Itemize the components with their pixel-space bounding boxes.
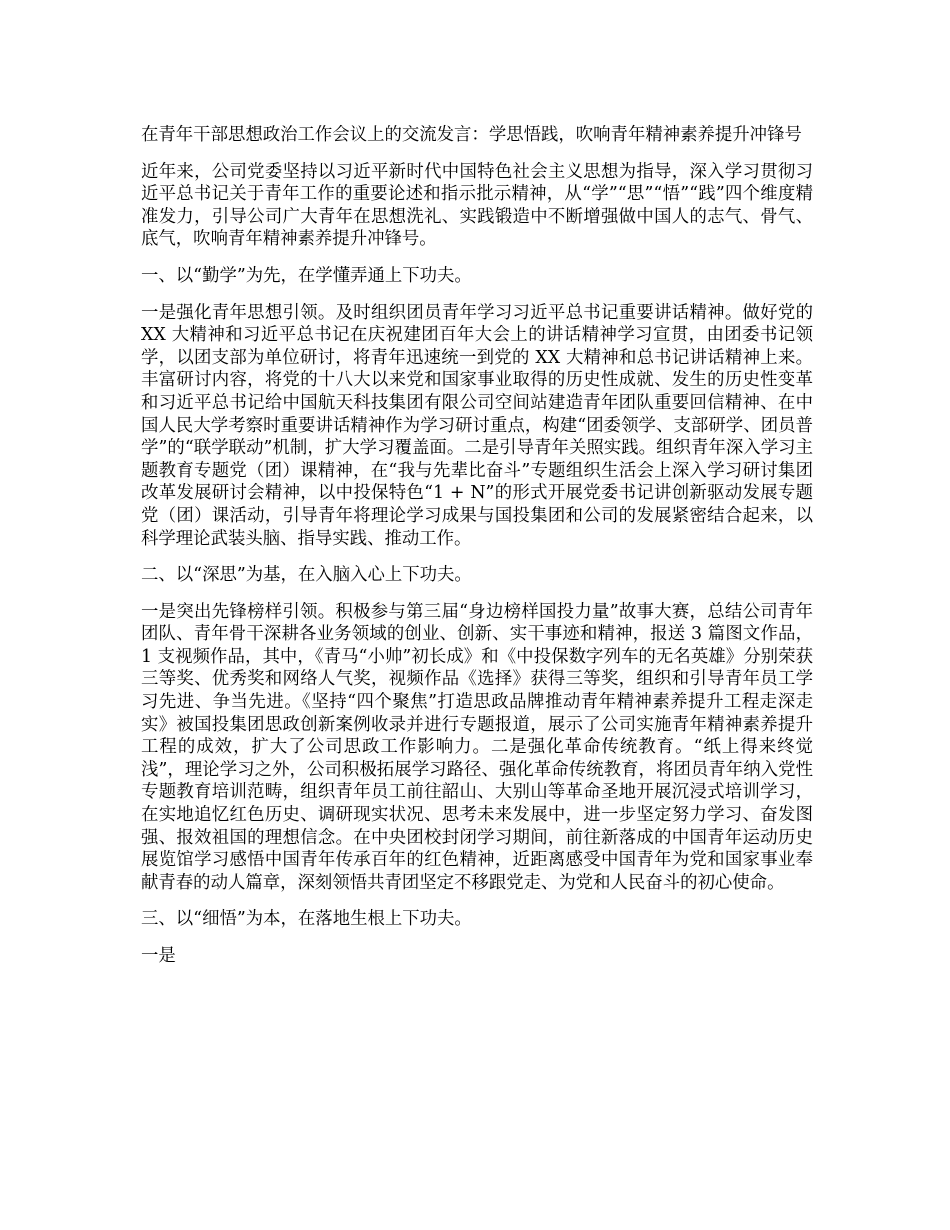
intro-paragraph: 近年来，公司党委坚持以习近平新时代中国特色社会主义思想为指导，深入学习贯彻习近平总书记关于青年工作的重要论述和指示批示精神，从“学”“思”“悟”“践”四个维度精准发力，引导公司广大青年在思想洗礼、实践锻造中不断增强做中国人的志气、骨气、底气，吹响青年精神素养提升冲锋号。 xyxy=(141,161,813,250)
section-heading-3: 三、以“细悟”为本，在落地生根上下功夫。 xyxy=(141,909,472,930)
section-heading-1: 一、以“勤学”为先，在学懂弄通上下功夫。 xyxy=(141,265,472,286)
section-heading-2: 二、以“深思”为基，在入脑入心上下功夫。 xyxy=(141,565,472,586)
document-page xyxy=(141,124,813,982)
section-body-1: 一是强化青年思想引领。及时组织团员青年学习习近平总书记重要讲话精神。做好党的 XX 大精神和习近平总书记在庆祝建团百年大会上的讲话精神学习宣贯，由团委书记领学，以团支部为单位研讨，将青年迅速统一到党的 XX 大精神和总书记讲话精神上来。丰富研讨内容，将党的十八大以来党和国家事业取得的历史性成就、发生的历史性变革和习近平总书记给中国航天科技集团有限公司空间站建造青年团队重要回信精神、在中国人民大学考察时重要讲话精神作为学习研讨重点，构建“团委领学、支部研学、团员普学”的“联学联动”机制，扩大学习覆盖面。二是引导青年关照实践。组织青年深入学习主题教育专题党（团）课精神，在“我与先辈比奋斗”专题组织生活会上深入学习研讨集团改革发展研讨会精神，以中投保特色“1 + N”的形式开展党委书记讲创新驱动发展专题党（团）课活动，引导青年将理论学习成果与国投集团和公司的发展紧密结合起来，以科学理论武装头脑、指导实践、推动工作。 xyxy=(141,302,813,549)
section-body-2: 一是突出先锋榜样引领。积极参与第三届“身边榜样国投力量”故事大赛，总结公司青年团队、青年骨干深耕各业务领域的创业、创新、实干事迹和精神，报送 3 篇图文作品，1 支视频作品，其中，《青马“小帅”初长成》和《中投保数字列车的无名英雄》分别荣获三等奖、优秀奖和网络人气奖，视频作品《选择》获得三等奖，组织和引导青年员工学习先进、争当先进。《坚持“四个聚焦”打造思政品牌推动青年精神素养提升工程走深走实》被国投集团思政创新案例收录并进行专题报道，展示了公司实施青年精神素养提升工程的成效，扩大了公司思政工作影响力。二是强化革命传统教育。“纸上得来终觉浅”，理论学习之外，公司积极拓展学习路径、强化革命传统教育，将团员青年纳入党性专题教育培训范畴，组织青年员工前往韶山、大别山等革命圣地开展沉浸式培训学习，在实地追忆红色历史、调研现实状况、思考未来发展中，进一步坚定努力学习、奋发图强、报效祖国的理想信念。在中央团校封闭学习期间，前往新落成的中国青年运动历史展览馆学习感悟中国青年传承百年的红色精神，近距离感受中国青年为党和国家事业奉献青春的动人篇章，深刻领悟共青团坚定不移跟党走、为党和人民奋斗的初心使命。 xyxy=(141,601,813,893)
document-title: 在青年干部思想政治工作会议上的交流发言：学思悟践，吹响青年精神素养提升冲锋号 xyxy=(141,125,802,145)
section-body-3: 一是 xyxy=(141,946,176,966)
